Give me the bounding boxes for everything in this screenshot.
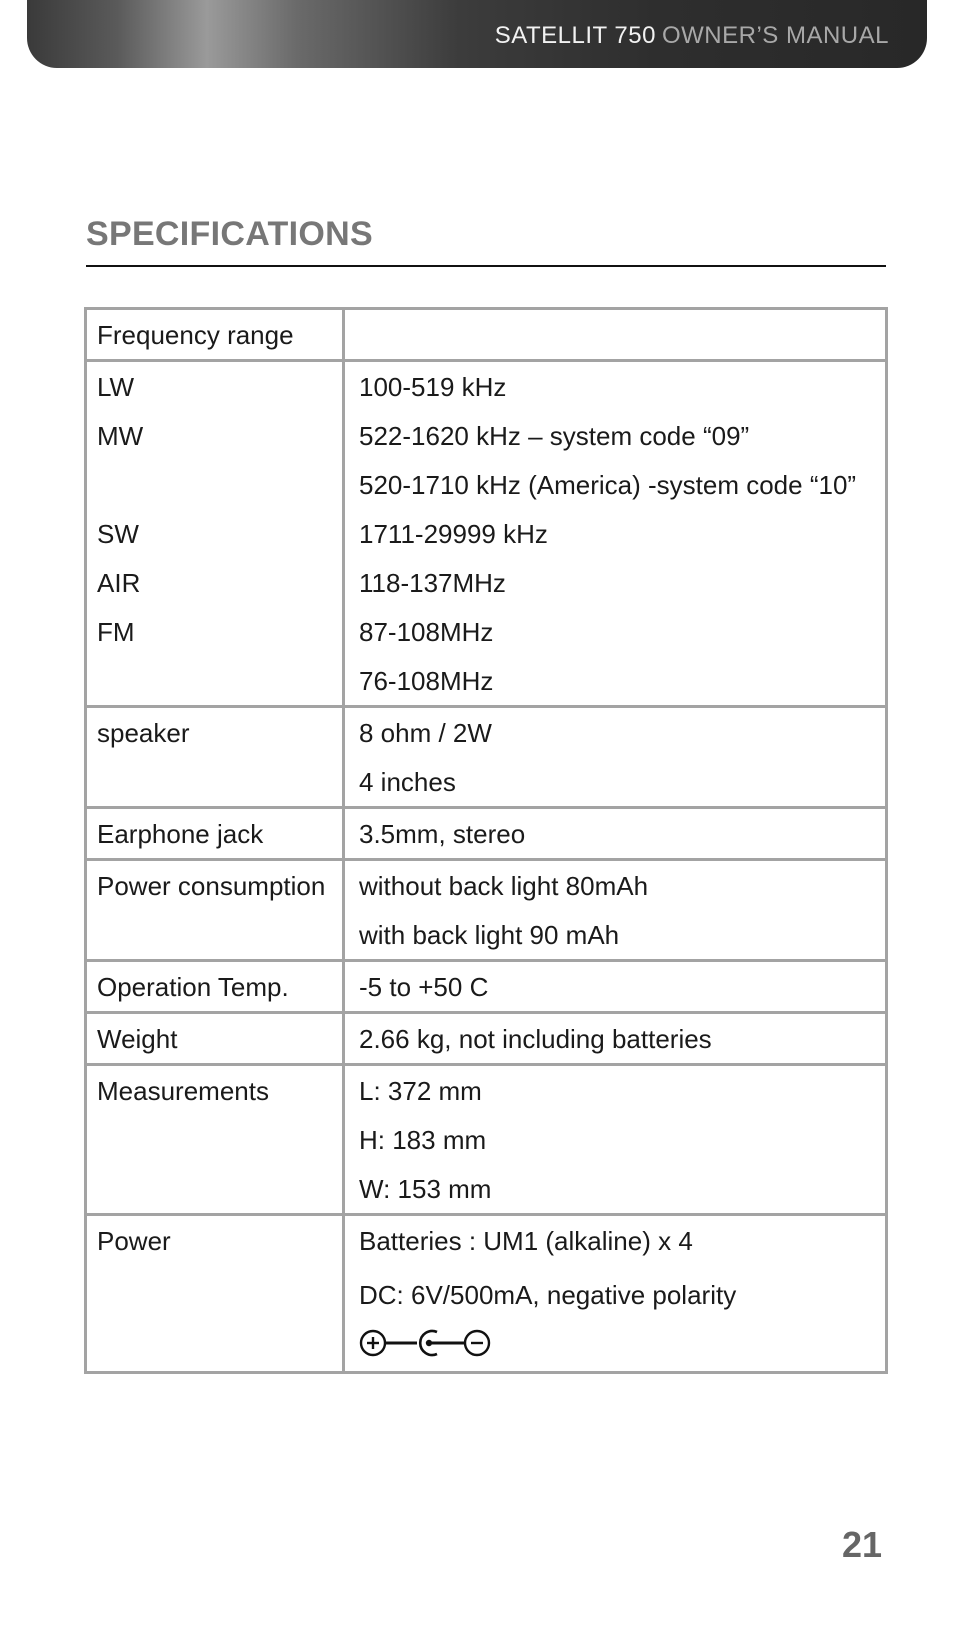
band-label-air: AIR	[97, 568, 141, 598]
band-value-mw-america: 520-1710 kHz (America) -system code “10”	[359, 470, 857, 500]
spec-label-cell	[86, 1013, 344, 1065]
spec-value: 2.66 kg, not including batteries	[359, 1024, 712, 1054]
spec-label-cell	[86, 309, 344, 361]
band-label-sw: SW	[97, 519, 139, 549]
band-value-mw: 522-1620 kHz – system code “09”	[359, 421, 750, 451]
header-manual: OWNER’S MANUAL	[661, 22, 889, 49]
spec-label-cell	[86, 361, 344, 707]
spec-value: without back light 80mAh	[359, 871, 649, 901]
spec-label-cell	[86, 1215, 344, 1373]
table-row	[86, 1215, 887, 1373]
band-value-lw: 100-519 kHz	[359, 372, 507, 402]
spec-value-cell	[344, 1215, 887, 1373]
band-label-blank	[87, 460, 342, 509]
spec-value: 3.5mm, stereo	[359, 819, 526, 849]
spec-label: Frequency range	[97, 320, 294, 350]
spec-label-cell	[86, 860, 344, 961]
band-label-lw: LW	[97, 372, 135, 402]
spec-label: Weight	[97, 1024, 178, 1054]
header-model: SATELLIT 750	[494, 22, 656, 49]
spec-value: Batteries : UM1 (alkaline) x 4	[359, 1226, 693, 1256]
band-value-fm-alt: 76-108MHz	[359, 666, 494, 696]
spec-label-cell	[86, 1065, 344, 1215]
spec-value-cell	[344, 309, 887, 361]
table-row	[86, 361, 887, 707]
table-row	[86, 808, 887, 860]
header-title	[495, 22, 889, 50]
header-bar	[27, 0, 927, 68]
table-row	[86, 860, 887, 961]
spec-label: Power consumption	[97, 871, 326, 901]
spec-value: W: 153 mm	[359, 1174, 492, 1204]
spec-value: with back light 90 mAh	[359, 920, 620, 950]
spec-label: Power	[97, 1226, 171, 1256]
spec-value: L: 372 mm	[359, 1076, 482, 1106]
band-value-sw: 1711-29999 kHz	[359, 519, 548, 549]
band-value-fm: 87-108MHz	[359, 617, 494, 647]
spec-label-cell	[86, 808, 344, 860]
page-number: 21	[841, 1524, 882, 1565]
spec-value: DC: 6V/500mA, negative polarity	[359, 1280, 737, 1310]
spec-value-cell	[344, 1013, 887, 1065]
spec-label-cell	[86, 707, 344, 808]
band-value-air: 118-137MHz	[359, 568, 506, 598]
spec-value-cell	[344, 860, 887, 961]
spec-value: -5 to +50 C	[359, 972, 489, 1002]
spec-value-cell	[344, 808, 887, 860]
spec-value-cell	[344, 707, 887, 808]
spec-value-cell	[344, 361, 887, 707]
page-title: SPECIFICATIONS	[86, 215, 373, 253]
spec-label-cell	[86, 961, 344, 1013]
specifications-table	[84, 307, 888, 1374]
table-row	[86, 1013, 887, 1065]
title-divider	[86, 265, 886, 267]
band-label-mw: MW	[97, 421, 144, 451]
spec-value: 4 inches	[359, 767, 456, 797]
spec-value-cell	[344, 1065, 887, 1215]
spec-label: speaker	[97, 718, 190, 748]
table-row	[86, 309, 887, 361]
spec-label: Measurements	[97, 1076, 269, 1106]
table-row	[86, 707, 887, 808]
band-label-fm: FM	[97, 617, 135, 647]
polarity-icon-line	[345, 1321, 885, 1371]
spec-value: 8 ohm / 2W	[359, 718, 492, 748]
spec-value-cell	[344, 961, 887, 1013]
spec-label: Operation Temp.	[97, 972, 289, 1002]
spec-label: Earphone jack	[97, 819, 264, 849]
table-row	[86, 1065, 887, 1215]
center-negative-polarity-icon	[359, 1326, 499, 1360]
spec-value: H: 183 mm	[359, 1125, 487, 1155]
table-row	[86, 961, 887, 1013]
band-label-blank	[87, 656, 342, 705]
